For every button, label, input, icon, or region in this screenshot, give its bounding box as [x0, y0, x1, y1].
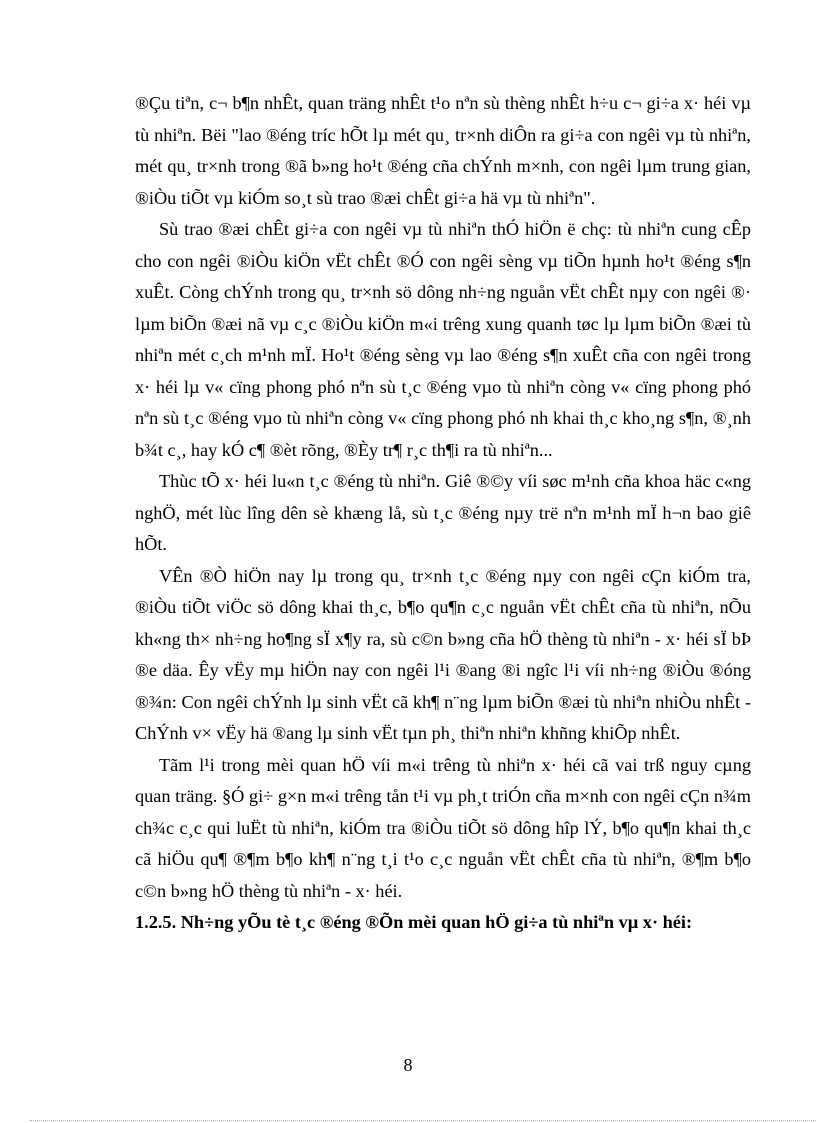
paragraph-3: Thùc tÕ x· héi lu«n t¸c ®éng tù nhiªn. Giê ®©y víi søc m¹nh cña khoa häc c«ng nghÖ, mét lùc lîng dên sè khæng lå, sù t¸c ®éng nµy trë nªn m¹nh mÏ h¬n bao giê hÕt. — [135, 471, 751, 554]
section-heading: 1.2.5. Nh÷ng yÕu tè t¸c ®éng ®Õn mèi quan hÖ gi÷a tù nhiªn vµ x· héi: — [135, 912, 693, 932]
paragraph-2: Sù trao ®æi chÊt gi÷a con ngêi vµ tù nhiªn thÓ hiÖn ë chç: tù nhiªn cung cÊp cho con ngêi ®iÒu kiÖn vËt chÊt ®Ó con ngêi sèng vµ tiÕn hµnh ho¹t ®éng s¶n xuÊt. Còng chÝnh trong qu¸ tr×nh sö dông nh÷ng nguån vËt chÊt nµy con ngêi ®· lµm biÕn ®æi nã vµ c¸c ®iÒu kiÖn m«i trêng xung quanh tøc lµ lµm biÕn ®æi tù nhiªn mét c¸ch m¹nh mÏ. Ho¹t ®éng sèng vµ lao ®éng s¶n xuÊt cña con ngêi trong x· héi lµ v« cïng phong phó nªn sù t¸c ®éng vµo tù nhiªn còng v« cïng phong phó nªn sù t¸c ®éng vµo tù nhiªn còng v« cïng phong phó nh khai th¸c kho¸ng s¶n, ®¸nh b¾t c¸, hay kÓ c¶ ®èt rõng, ®Èy tr¶ r¸c th¶i ra tù nhiªn... — [135, 219, 751, 460]
body-text — [135, 88, 751, 939]
paragraph-4: VÊn ®Ò hiÖn nay lµ trong qu¸ tr×nh t¸c ®éng nµy con ngêi cÇn kiÓm tra, ®iÒu tiÕt viÖc sö dông khai th¸c, b¶o qu¶n c¸c nguån vËt chÊt cña tù nhiªn, nÕu kh«ng th× nh÷ng ho¶ng sÏ x¶y ra, sù c©n b»ng cña hÖ thèng tù nhiªn - x· héi sÏ bÞ ®e däa. Êy vËy mµ hiÖn nay con ngêi l¹i ®ang ®i ngîc l¹i víi nh÷ng ®iÒu ®óng ®¾n: Con ngêi chÝnh lµ sinh vËt cã kh¶ n¨ng lµm biÕn ®æi tù nhiªn nhiÒu nhÊt - ChÝnh v× vËy hä ®ang lµ sinh vËt tµn ph¸ thiªn nhiªn khñng khiÕp nhÊt. — [135, 565, 751, 743]
paragraph-1: ®Çu tiªn, c¬ b¶n nhÊt, quan träng nhÊt t¹o nªn sù thèng nhÊt h÷u c¬ gi÷a x· héi vµ tù nhiªn. Bëi "lao ®éng tríc hÕt lµ mét qu¸ tr×nh diÔn ra gi÷a con ngêi vµ tù nhiªn, mét qu¸ tr×nh trong ®ã b»ng ho¹t ®éng cña chÝnh m×nh, con ngêi lµm trung gian, ®iÒu tiÕt vµ kiÓm so¸t sù trao ®æi chÊt gi÷a hä vµ tù nhiªn". — [135, 93, 751, 208]
paragraph-5: Tãm l¹i trong mèi quan hÖ víi m«i trêng tù nhiªn x· héi cã vai trß nguy cµng quan träng. §Ó gi÷ g×n m«i trêng tån t¹i vµ ph¸t triÓn cña m×nh con ngêi cÇn n¾m ch¾c c¸c qui luËt tù nhiªn, kiÓm tra ®iÒu tiÕt sö dông hîp lÝ, b¶o qu¶n khai th¸c cã hiÖu qu¶ ®¶m b¶o kh¶ n¨ng t¸i t¹o c¸c nguån vËt chÊt cña tù nhiªn, ®¶m b¶o c©n b»ng hÖ thèng tù nhiªn - x· héi. — [135, 754, 751, 901]
page-number: 8 — [403, 1055, 413, 1075]
page-bottom-divider — [30, 1120, 816, 1121]
